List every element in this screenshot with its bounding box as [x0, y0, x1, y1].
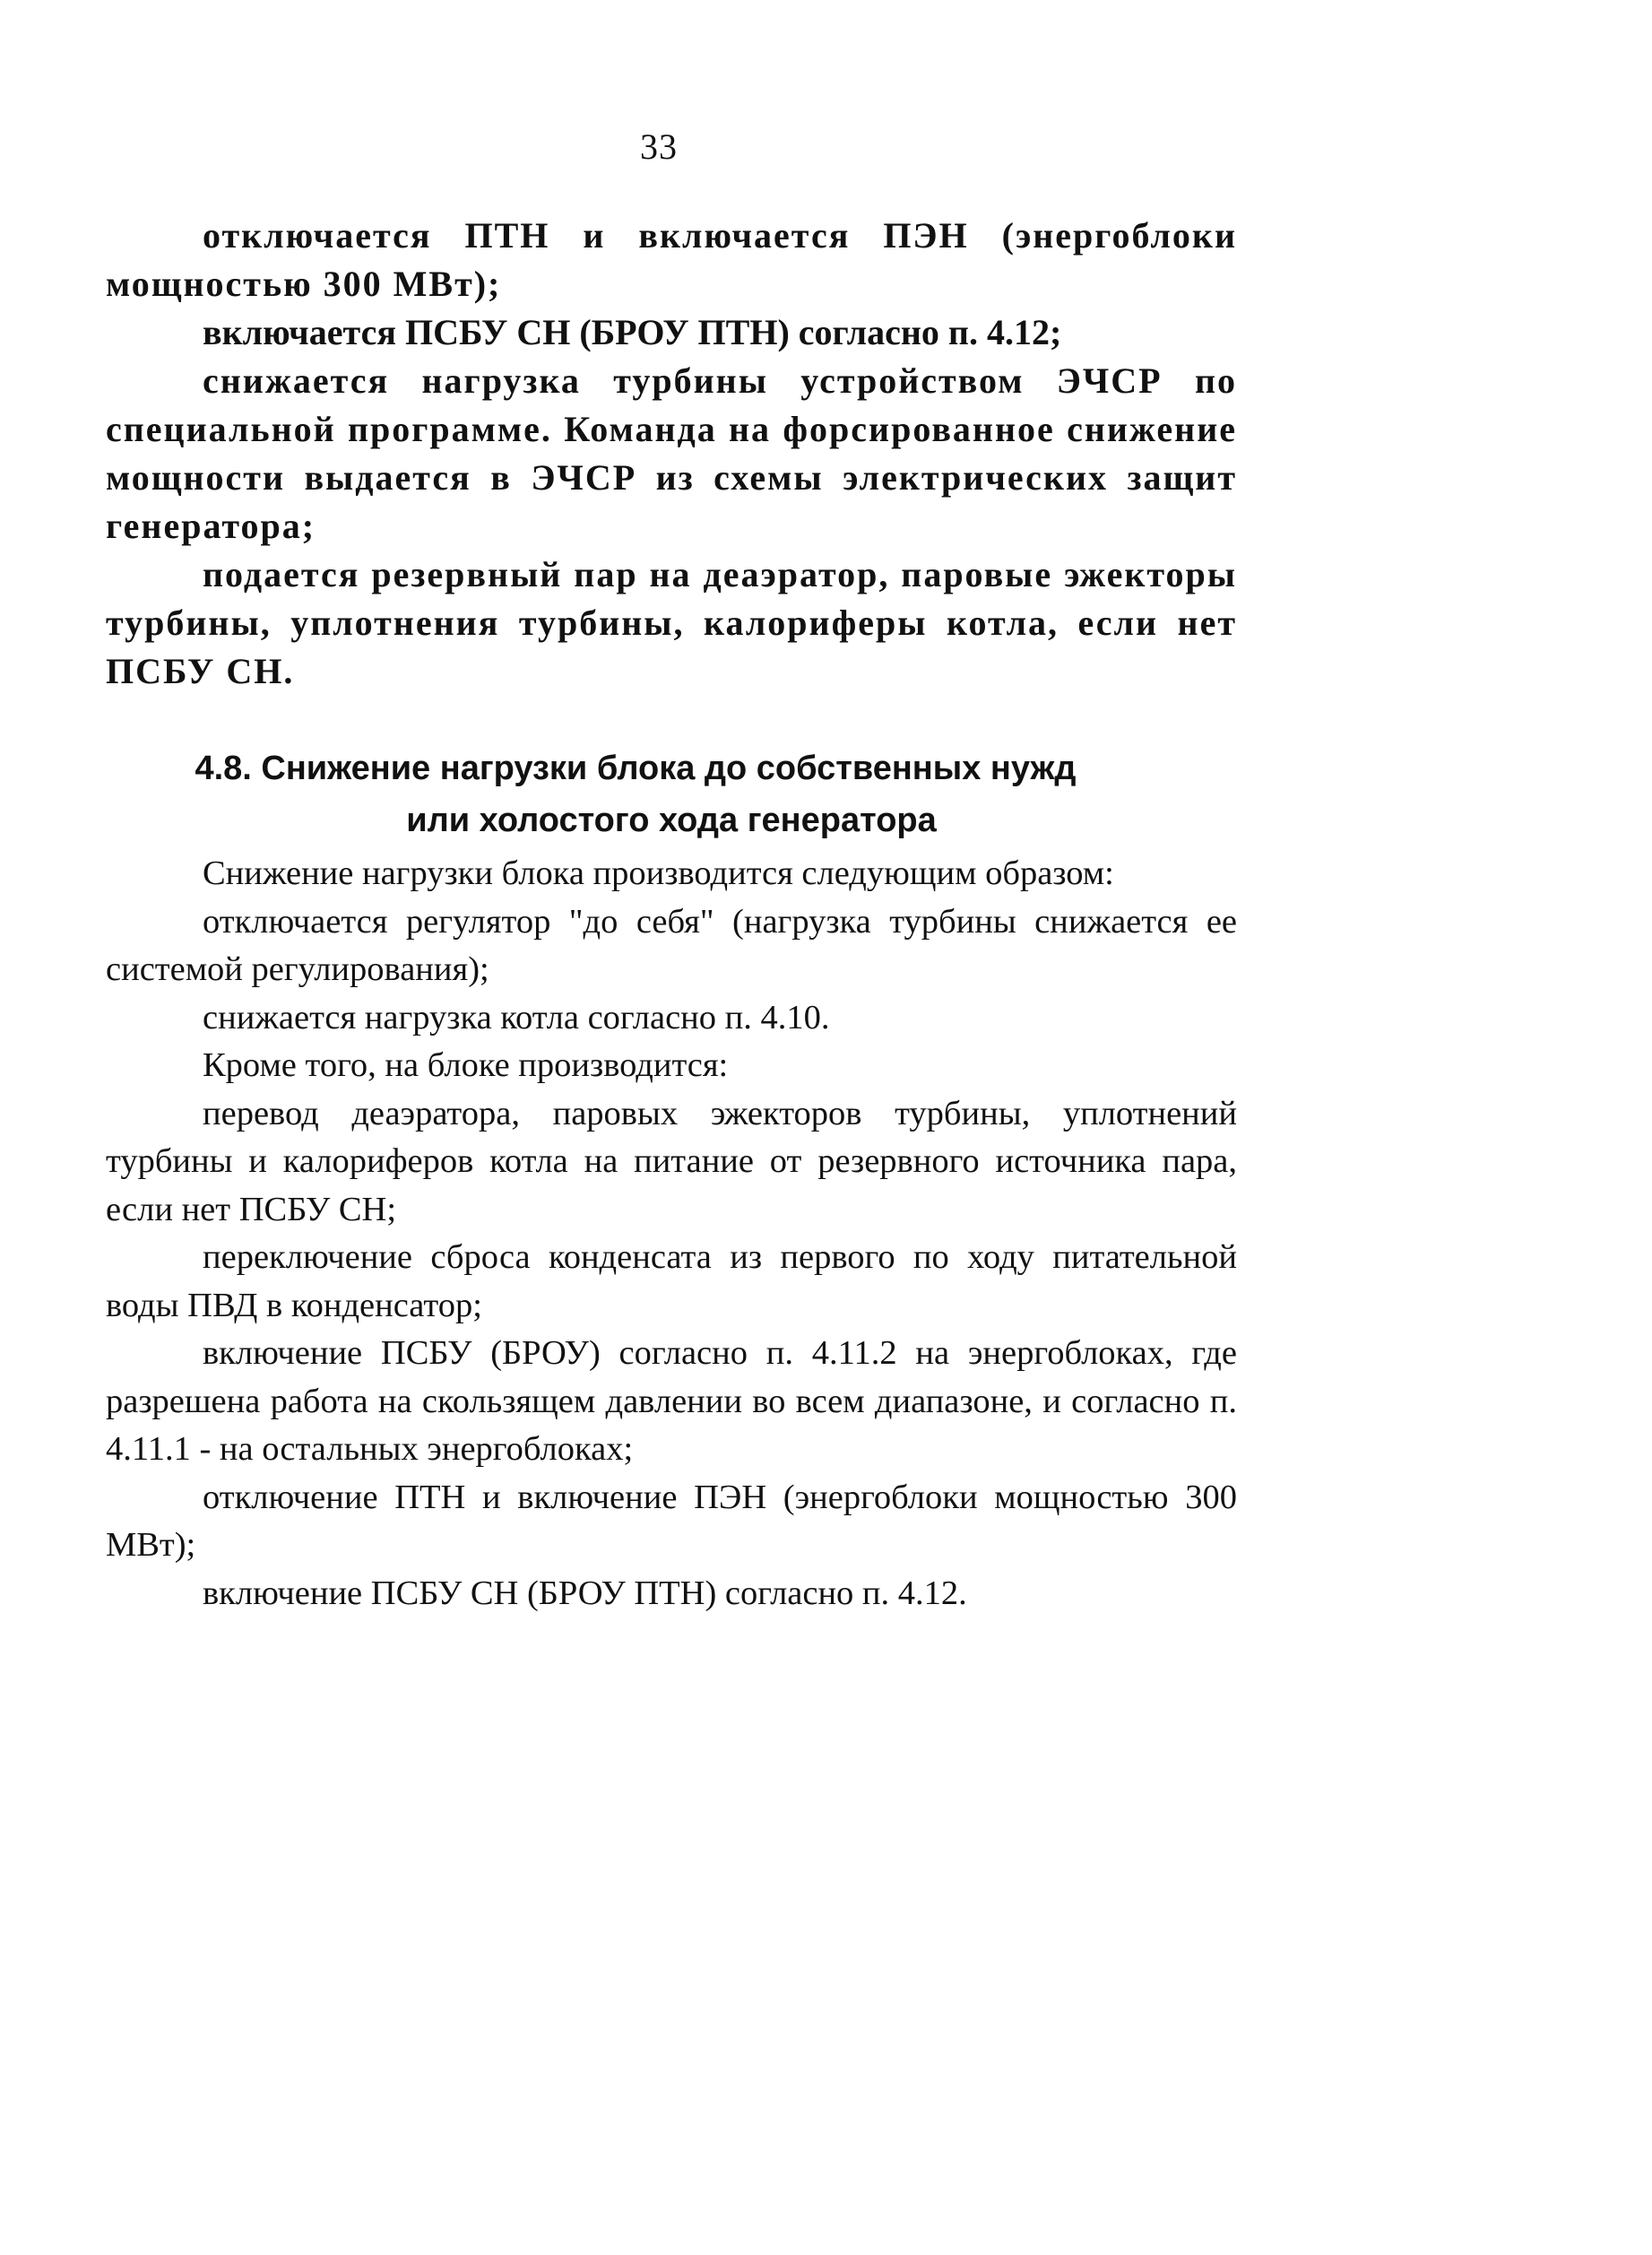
- paragraph: отключается регулятор "до себя" (нагрузка турбины снижается ее системой регулирования);: [106, 902, 1237, 988]
- paragraph: переключение сброса конденсата из первого по ходу питательной воды ПВД в конденсатор;: [106, 1238, 1237, 1324]
- paragraph: включение ПСБУ (БРОУ) согласно п. 4.11.2 на энергоблоках, где разрешена работа на скользящем давлении во всем диапазоне, и согласно п. 4.11.1 - на остальных энергоблоках;: [106, 1334, 1237, 1468]
- paragraph: включается ПСБУ СН (БРОУ ПТН) согласно п. 4.12;: [203, 312, 1062, 352]
- section-heading-line: 4.8. Снижение нагрузки блока до собственных нужд: [195, 750, 1077, 787]
- paragraph: подается резервный пар на деаэратор, паровые эжекторы турбины, уплотнения турбины, калориферы котла, если нет ПСБУ СН.: [106, 554, 1237, 691]
- page-number: 33: [640, 126, 678, 167]
- paragraph: перевод деаэратора, паровых эжекторов турбины, уплотнений турбины и калориферов котла на питание от резервного источника пара, если нет ПСБУ СН;: [106, 1094, 1237, 1228]
- paragraph: Кроме того, на блоке производится:: [203, 1046, 729, 1084]
- paragraph: снижается нагрузка котла согласно п. 4.10.: [203, 998, 830, 1036]
- paragraph: включение ПСБУ СН (БРОУ ПТН) согласно п. 4.12.: [203, 1574, 967, 1612]
- body-text-top: [106, 212, 1237, 696]
- paragraph: снижается нагрузка турбины устройством ЭЧСР по специальной программе. Команда на форсированное снижение мощности выдается в ЭЧСР из схемы электрических защит генератора;: [106, 360, 1237, 546]
- paragraph: отключение ПТН и включение ПЭН (энергоблоки мощностью 300 МВт);: [106, 1478, 1237, 1564]
- body-text-bottom: [106, 850, 1237, 1618]
- section-heading-line: или холостого хода генератора: [406, 802, 937, 839]
- paragraph: Снижение нагрузки блока производится следующим образом:: [203, 854, 1114, 892]
- section-heading: [106, 742, 1237, 846]
- paragraph: отключается ПТН и включается ПЭН (энергоблоки мощностью 300 МВт);: [106, 215, 1237, 304]
